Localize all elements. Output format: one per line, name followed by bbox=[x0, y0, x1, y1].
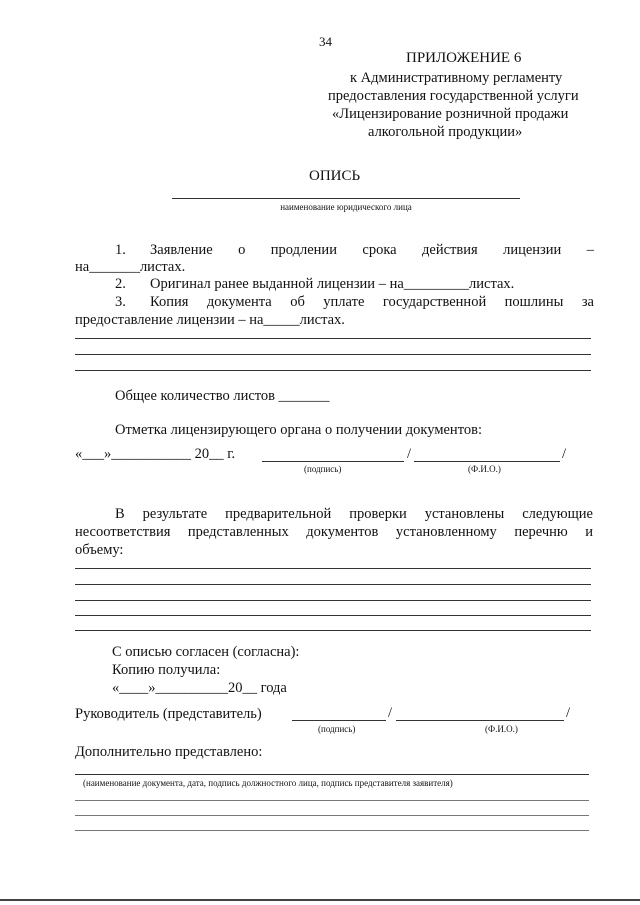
receipt-mark-label: Отметка лицензирующего органа о получении документов: bbox=[115, 422, 482, 438]
fio-line bbox=[396, 720, 564, 721]
check-word: представленных bbox=[187, 524, 289, 540]
item-3-number: 3. bbox=[115, 294, 126, 310]
item-1-word: о bbox=[238, 242, 246, 258]
blank-line bbox=[75, 630, 591, 631]
appendix-line-3: «Лицензирование розничной продажи bbox=[332, 106, 569, 122]
check-word: проверки bbox=[349, 506, 407, 522]
blank-line bbox=[75, 830, 589, 831]
document-heading: ОПИСЬ bbox=[309, 168, 361, 184]
appendix-line-2: предоставления государственной услуги bbox=[328, 88, 579, 104]
head-rep-label: Руководитель (представитель) bbox=[75, 706, 262, 722]
agree-date: «____»__________20__ года bbox=[112, 680, 287, 696]
check-word: следующие bbox=[522, 506, 593, 522]
item-1-word: действия bbox=[422, 242, 478, 258]
blank-line bbox=[75, 615, 591, 616]
item-3-continuation: предоставление лицензии – на_____листах. bbox=[75, 312, 345, 328]
item-3-word: об bbox=[290, 294, 305, 310]
item-1-word: – bbox=[586, 242, 594, 258]
item-1-continuation: на_______листах. bbox=[75, 259, 186, 275]
appendix-title: ПРИЛОЖЕНИЕ 6 bbox=[406, 50, 522, 66]
blank-line bbox=[75, 815, 589, 816]
fio-caption: (Ф.И.О.) bbox=[485, 724, 518, 734]
check-word: В bbox=[115, 506, 125, 522]
agree-label: С описью согласен (согласна): bbox=[112, 644, 300, 660]
fio-line bbox=[414, 461, 560, 462]
check-line-1 bbox=[115, 506, 593, 523]
org-name-caption: наименование юридического лица bbox=[280, 202, 412, 212]
additional-line bbox=[75, 774, 589, 775]
blank-line bbox=[75, 800, 589, 801]
slash: / bbox=[407, 446, 412, 462]
additional-label: Дополнительно представлено: bbox=[75, 744, 263, 760]
signature-caption: (подпись) bbox=[318, 724, 356, 734]
org-name-line bbox=[172, 198, 520, 199]
blank-line bbox=[75, 338, 591, 339]
item-1-word: Заявление bbox=[150, 242, 213, 258]
item-1-word: лицензии bbox=[503, 242, 562, 258]
check-word: несоответствия bbox=[75, 524, 171, 540]
check-word: документов bbox=[306, 524, 379, 540]
signature-line bbox=[262, 461, 404, 462]
check-word: результате bbox=[142, 506, 208, 522]
item-1-line bbox=[150, 242, 594, 259]
check-word: и bbox=[585, 524, 593, 540]
total-sheets: Общее количество листов _______ bbox=[115, 388, 330, 404]
check-word: установлены bbox=[424, 506, 505, 522]
check-word: установленному bbox=[395, 524, 497, 540]
receipt-date: «___»___________ 20__ г. bbox=[75, 446, 236, 462]
check-word: перечню bbox=[514, 524, 568, 540]
item-1-word: срока bbox=[362, 242, 397, 258]
item-2-number: 2. bbox=[115, 276, 126, 292]
signature-line bbox=[292, 720, 386, 721]
item-3-word: Копия bbox=[150, 294, 189, 310]
check-line-3: объему: bbox=[75, 542, 124, 558]
page-number: 34 bbox=[319, 34, 332, 49]
fio-caption: (Ф.И.О.) bbox=[468, 464, 501, 474]
appendix-line-1: к Административному регламенту bbox=[350, 70, 563, 86]
slash: / bbox=[388, 705, 393, 721]
blank-line bbox=[75, 370, 591, 371]
item-3-word: пошлины bbox=[504, 294, 564, 310]
blank-line bbox=[75, 600, 591, 601]
slash: / bbox=[562, 446, 567, 462]
additional-caption: (наименование документа, дата, подпись должностного лица, подпись представителя заявителя) bbox=[83, 778, 453, 788]
item-3-word: уплате bbox=[323, 294, 365, 310]
slash: / bbox=[566, 705, 571, 721]
item-1-number: 1. bbox=[115, 242, 126, 258]
copy-received-label: Копию получила: bbox=[112, 662, 221, 678]
signature-caption: (подпись) bbox=[304, 464, 342, 474]
item-3-line bbox=[150, 294, 594, 311]
blank-line bbox=[75, 354, 591, 355]
item-3-word: за bbox=[581, 294, 594, 310]
item-3-word: государственной bbox=[382, 294, 487, 310]
check-word: предварительной bbox=[225, 506, 332, 522]
appendix-line-4: алкогольной продукции» bbox=[368, 124, 523, 140]
item-3-word: документа bbox=[206, 294, 272, 310]
blank-line bbox=[75, 568, 591, 569]
blank-line bbox=[75, 584, 591, 585]
check-line-2 bbox=[75, 524, 593, 541]
scan-edge bbox=[0, 899, 640, 901]
item-1-word: продлении bbox=[270, 242, 337, 258]
item-2-text: Оригинал ранее выданной лицензии – на_________листах. bbox=[150, 276, 515, 292]
